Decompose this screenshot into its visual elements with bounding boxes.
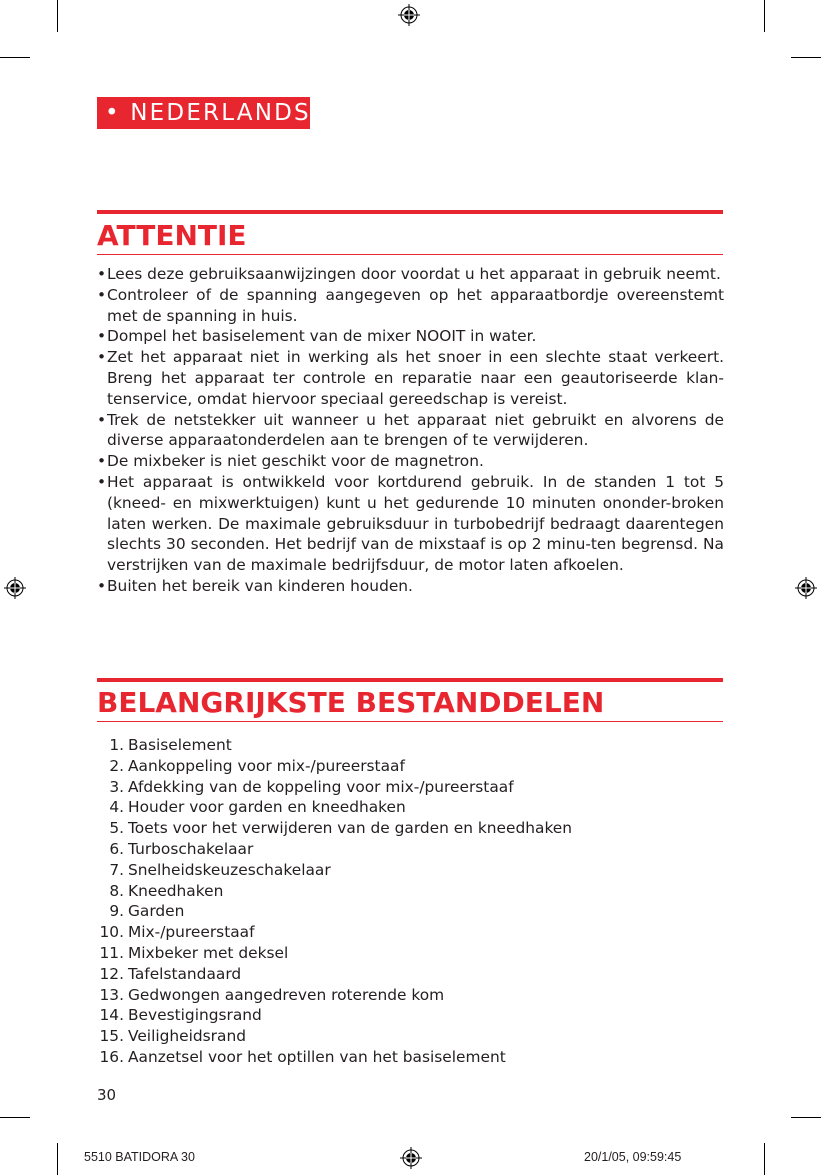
bullet-icon: • [97,348,107,367]
registration-mark-icon [4,577,26,599]
attention-item-text: Zet het apparaat niet in werking als het snoer in een slechte staat verkeert. Breng het apparaat ter controle en reparatie naar een geautoriseerde klan-tenservice, omdat hiervoor speciaal gereedschap is vereist. [107,348,724,408]
attention-item-text: De mixbeker is niet geschikt voor de magnetron. [107,452,484,471]
part-item [98,943,572,964]
part-number: 4. [109,798,124,817]
attention-item [97,347,724,409]
attention-item [97,326,724,347]
bullet-icon: • [97,452,107,471]
bullet-icon: • [97,410,107,429]
part-item [98,922,572,943]
attention-item-text: Controleer of de spanning aangegeven op het apparaatbordje overeenstemt met de spanning in huis. [107,285,724,325]
part-number: 6. [109,839,124,858]
section-title-attention: ATTENTIE [97,219,247,252]
crop-mark [791,57,821,58]
part-item [98,1005,572,1026]
part-number: 10. [99,923,124,942]
attention-item [97,451,724,472]
part-item [98,901,572,922]
attention-item [97,285,724,327]
part-label: Veiligheidsrand [128,1027,246,1046]
attention-item [97,472,724,576]
part-number: 8. [109,881,124,900]
attention-item [97,264,724,285]
part-number: 14. [99,1006,124,1025]
bullet-icon: • [97,285,107,304]
attention-item-text: Trek de netstekker uit wanneer u het apparaat niet gebruikt en alvorens de diverse apparaatonderdelen aan te brengen of te verwijderen. [107,410,724,450]
crop-mark [764,1143,765,1175]
part-label: Gedwongen aangedreven roterende kom [128,985,445,1004]
part-label: Turboschakelaar [128,839,254,858]
registration-mark-icon [398,4,420,26]
part-number: 7. [109,860,124,879]
part-item [98,756,572,777]
crop-mark [764,0,765,32]
attention-item-text: Buiten het bereik van kinderen houden. [107,576,413,595]
part-label: Bevestigingsrand [128,1006,262,1025]
part-item [98,818,572,839]
part-label: Afdekking van de koppeling voor mix-/pureerstaaf [128,777,514,796]
crop-mark [791,1117,821,1118]
part-label: Aanzetsel voor het optillen van het basiselement [128,1047,506,1066]
attention-list [97,264,724,597]
crop-mark [0,57,30,58]
part-number: 9. [109,902,124,921]
part-number: 11. [99,943,124,962]
bullet-icon: • [97,472,107,491]
registration-mark-icon [795,577,817,599]
part-number: 2. [109,756,124,775]
crop-mark [57,0,58,32]
part-label: Snelheidskeuzeschakelaar [128,860,331,879]
part-label: Aankoppeling voor mix-/pureerstaaf [128,756,405,775]
part-label: Mixbeker met deksel [128,943,289,962]
attention-item-text: Dompel het basiselement van de mixer NOOIT in water. [107,327,537,346]
part-label: Toets voor het verwijderen van de garden en kneedhaken [128,819,573,838]
part-item [98,777,572,798]
part-item [98,1026,572,1047]
part-label: Mix-/pureerstaaf [128,923,255,942]
attention-item [97,576,724,597]
section-rule [97,678,723,682]
footer-timestamp: 20/1/05, 09:59:45 [584,1150,682,1164]
section-underline [97,721,723,722]
part-number: 16. [99,1047,124,1066]
part-item [98,1047,572,1068]
part-number: 3. [109,777,124,796]
part-item [98,985,572,1006]
part-item [98,797,572,818]
part-number: 15. [99,1027,124,1046]
part-number: 13. [99,985,124,1004]
page-number: 30 [97,1086,117,1104]
part-item [98,735,572,756]
crop-mark [0,1117,30,1118]
part-item [98,881,572,902]
part-number: 12. [99,964,124,983]
attention-item-text: Het apparaat is ontwikkeld voor kortdurend gebruik. In de standen 1 tot 5 (kneed- en mixwerktuigen) kunt u het gedurende 10 minuten ononder-broken laten werken. De maximale gebruiksduur in turbobedrijf bedraagt daarentegen slechts 30 seconden. Het bedrijf van de mixstaaf is op 2 minu-ten begrensd. Na verstrijken van de maximale bedrijfsduur, de motor laten afkoelen. [107,472,724,575]
part-number: 1. [109,736,124,754]
part-label: Houder voor garden en kneedhaken [128,798,406,817]
part-label: Tafelstandaard [128,964,242,983]
bullet-icon: • [97,327,107,346]
parts-list [98,735,572,1068]
section-title-parts: BELANGRIJKSTE BESTANDDELEN [97,686,605,719]
part-item [98,860,572,881]
part-label: Kneedhaken [128,881,224,900]
crop-mark [57,1143,58,1175]
section-rule [97,210,723,214]
section-underline [97,254,723,255]
part-item [98,964,572,985]
footer-job-info: 5510 BATIDORA 30 [84,1150,195,1164]
attention-item-text: Lees deze gebruiksaanwijzingen door voordat u het apparaat in gebruik neemt. [107,265,721,283]
part-number: 5. [109,819,124,838]
part-label: Garden [128,902,185,921]
attention-item [97,410,724,452]
part-item [98,839,572,860]
bullet-icon: • [97,576,107,595]
bullet-icon: • [97,265,107,283]
registration-mark-icon [400,1147,422,1169]
language-tab: • NEDERLANDS [97,97,310,129]
part-label: Basiselement [128,736,232,754]
